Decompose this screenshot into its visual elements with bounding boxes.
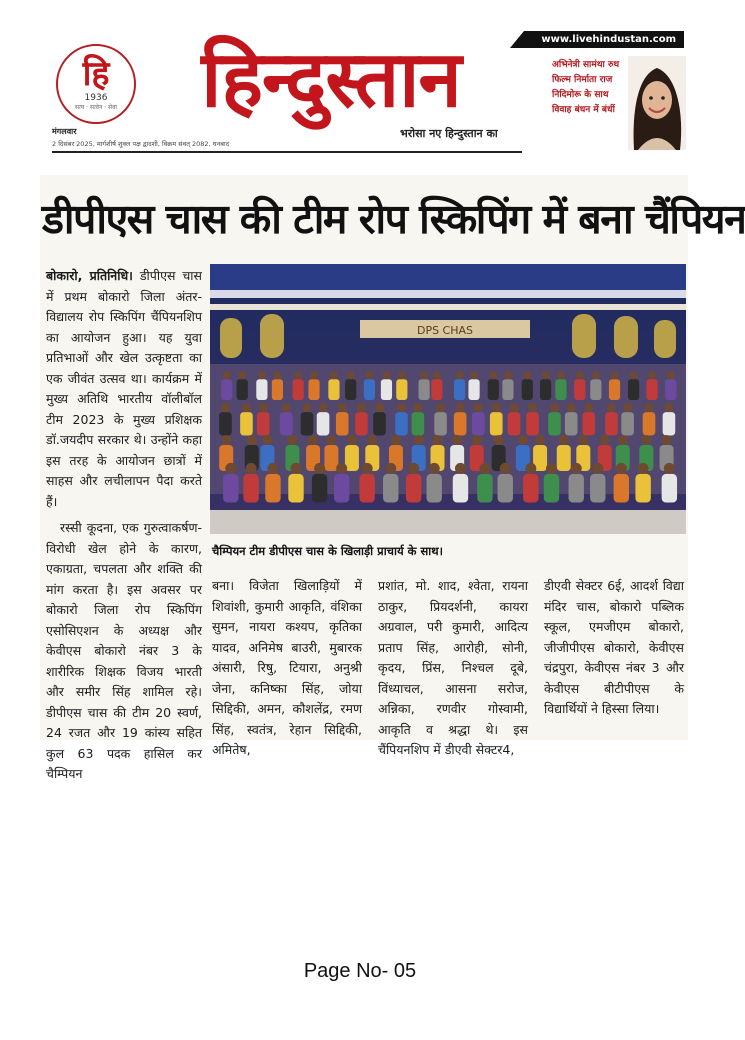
photo-person (468, 371, 479, 400)
photo-person (223, 463, 238, 503)
promo-line: फिल्म निर्माता राज (552, 75, 613, 85)
photo-person (663, 403, 676, 435)
photo-person (324, 435, 338, 471)
photo-person (628, 371, 639, 400)
photo-person (582, 403, 595, 435)
photo-person (355, 403, 368, 435)
photo-person (243, 463, 258, 503)
photo-person (523, 463, 538, 503)
photo-person (557, 435, 571, 471)
photo-person (383, 463, 398, 503)
emblem-year: 1936 (84, 93, 108, 103)
photo-person (609, 371, 620, 400)
photo-person (418, 371, 429, 400)
photo-person (614, 463, 629, 503)
article-column-3: प्रशांत, मो. शाद, श्वेता, रायना ठाकुर, प्रियदर्शनी, कायरा अग्रवाल, परी कुमारी, आदित्य प्रताप सिंह, आरोही, सोनी, कृदय, प्रिंस, निश्चल दूबे, विंध्याचल, आसना सरोज, अन्निका, रणवीर गोस्वामी, आकृति व श्रद्धा थे। इस चैंपियनशिप में डीएवी सेक्टर4, (378, 578, 528, 757)
photo-person (477, 463, 492, 503)
issue-day: मंगलवार (52, 127, 77, 136)
photo-person (240, 403, 253, 435)
article-paragraph-1 (46, 266, 202, 509)
photo-person (328, 371, 339, 400)
page-number: Page No- 05 (303, 960, 417, 982)
promo-line: विवाह बंधन में बंधीं (552, 105, 615, 115)
photo-person (472, 403, 485, 435)
photo-person (359, 463, 374, 503)
photo-person (635, 463, 650, 503)
article-headline: डीपीएस चास की टीम रोप स्किपिंग में बना चैंपियन (42, 195, 745, 243)
photo-person (574, 371, 585, 400)
photo-person (317, 403, 330, 435)
article-column-4: डीएवी सेक्टर 6ई, आदर्श विद्या मंदिर चास, बोकारो पब्लिक स्कूल, एमजीएम बोकारो, जीजीपीएस बोकारो, केवीएस चंद्रपुरा, केवीएस नंबर 3 और केवीएस बीटीपीएस के विद्यार्थियों ने हिस्सा लिया। (544, 578, 684, 716)
photo-person (237, 371, 248, 400)
photo-person (605, 403, 618, 435)
promo-portrait-photo (628, 56, 686, 150)
photo-person (526, 403, 539, 435)
promo-teaser (552, 58, 630, 118)
photo-person (454, 371, 465, 400)
photo-person (381, 371, 392, 400)
photo-person (662, 463, 677, 503)
article-paragraph-2: रस्सी कूदना, एक गुरुत्वाकर्षण-विरोधी खेल होने के कारण, एकाग्रता, चपलता और शक्ति की मांग करता है। इस अवसर पर बोकारो जिला रोप स्किपिंग एसोसिएशन के अध्यक्ष और केवीएस बोकारो नंबर 3 के शारीरिक शिक्षक विजय भारती और समीर सिंह शामिल रहे। डीपीएस चास की टीम 20 स्वर्ण, 24 रजत और 19 कांस्य सहित कुल 63 पदक हासिल कर चैम्पियन (46, 520, 202, 781)
photo-person (221, 371, 232, 400)
photo-person (288, 463, 303, 503)
photo-person (498, 463, 513, 503)
photo-person (540, 371, 551, 400)
photo-person (643, 403, 656, 435)
newspaper-tagline: भरोसा नए हिन्दुस्तान का (400, 127, 498, 140)
photo-person (555, 371, 566, 400)
photo-person (454, 403, 467, 435)
photo-caption: चैम्पियन टीम डीपीएस चास के खिलाड़ी प्राचार्य के साथ। (212, 544, 443, 558)
photo-person (490, 403, 503, 435)
photo-person (565, 403, 578, 435)
photo-person (502, 371, 513, 400)
emblem-glyph: हि (82, 54, 110, 94)
photo-person (395, 403, 408, 435)
promo-line: अभिनेत्री सामंथा रुथ (552, 60, 620, 70)
photo-person (544, 463, 559, 503)
team-group-photo (210, 264, 686, 534)
issue-dateline: 2 दिसंबर 2025, मार्गशीर्ष शुक्ल पक्ष द्वादशी, विक्रम संवत् 2082, धनबाद (52, 140, 230, 148)
website-banner: www.livehindustan.com (510, 31, 684, 48)
photo-person (396, 371, 407, 400)
photo-person (431, 371, 442, 400)
article-column-2: बना। विजेता खिलाड़ियों में शिवांशी, कुमारी आकृति, वंशिका सुमन, नायरा कश्यप, कृतिका यादव, अनिमेष बाउरी, मुबारक अंसारी, रिषु, टियारा, अनुश्री जेना, कनिष्का सिंह, जोया सिद्दिकी, अमन, कौशलेंद्र, रमण सिंह, स्वतंत्र, रेहान सिद्दिकी, अमितेष, (212, 578, 362, 757)
photo-person (257, 403, 270, 435)
photo-person (336, 403, 349, 435)
photo-person (272, 371, 283, 400)
article-byline: बोकारो, प्रतिनिधि। (46, 268, 133, 283)
website-banner-notch (510, 31, 524, 48)
photo-person (453, 463, 468, 503)
photo-person (219, 403, 232, 435)
photo-person (665, 371, 676, 400)
photo-person (364, 371, 375, 400)
stage-banner-text: DPS CHAS (416, 324, 474, 337)
newspaper-emblem-logo (56, 44, 136, 124)
photo-person (265, 463, 280, 503)
photo-person (345, 435, 359, 471)
photo-person (548, 403, 561, 435)
photo-person (373, 403, 386, 435)
photo-person (569, 463, 584, 503)
photo-person (293, 371, 304, 400)
photo-person (427, 463, 442, 503)
paragraph-text: डीपीएस चास में प्रथम बोकारो जिला अंतर-विद्यालय रोप स्किपिंग चैंपियनशिप का आयोजन हुआ। यह युवा प्रतिभाओं और खेल उत्कृष्टता का एक जीवंत उत्सव था। कार्यक्रम में मुख्य अतिथि भारतीय वॉलीबॉल टीम 2023 के मुख्य प्रशिक्षक डॉ.जयदीप सरकार थे। उन्होंने कहा इस तरह के आयोजन छात्रों में साहस और लचीलापन पैदा करते हैं। (46, 268, 202, 509)
photo-person (301, 403, 314, 435)
photo-person (334, 463, 349, 503)
photo-person (522, 371, 533, 400)
photo-person (508, 403, 521, 435)
photo-person (280, 403, 293, 435)
photo-person (345, 371, 356, 400)
photo-person (621, 403, 634, 435)
photo-person (406, 463, 421, 503)
photo-person (488, 371, 499, 400)
photo-person (590, 463, 605, 503)
photo-person (312, 463, 327, 503)
photo-person (590, 371, 601, 400)
photo-person (308, 371, 319, 400)
photo-person (412, 403, 425, 435)
masthead-rule (52, 151, 522, 153)
photo-person (256, 371, 267, 400)
promo-line: निदिमोरू के साथ (552, 90, 609, 100)
emblem-motto: सत्य · सत्वेन · सेवा (75, 104, 117, 111)
newspaper-wordmark: हिन्दुस्तान (201, 34, 461, 125)
photo-person (434, 403, 447, 435)
photo-person (646, 371, 657, 400)
